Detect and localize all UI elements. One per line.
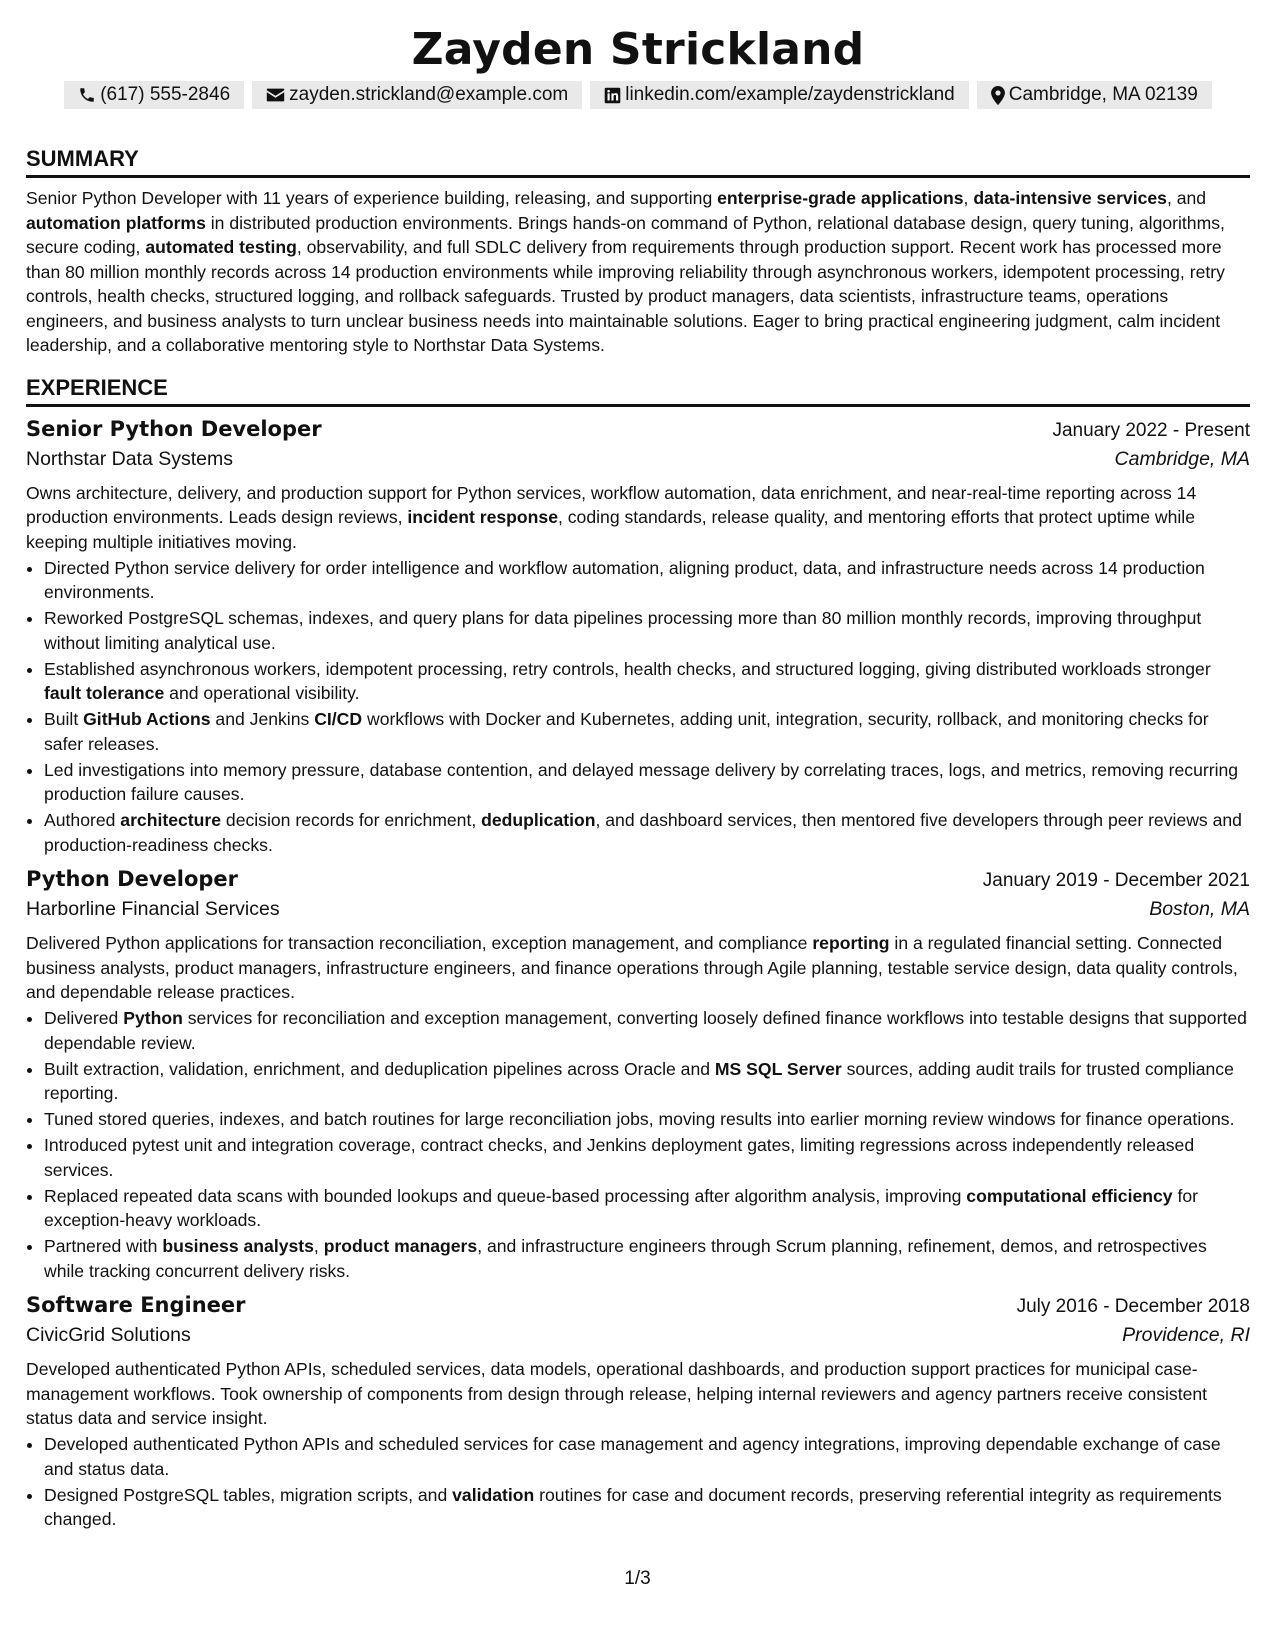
paragraph-text: Senior Python Developer with 11 years of experience building, releasing, and supporting [26,188,718,208]
bullet-item [44,1234,1250,1283]
bullet-text: sources, adding audit trails for trusted compliance reporting. [44,1058,1234,1103]
paragraph-text: Owns architecture, delivery, and production support for Python services, workflow automation, data enrichment, and near-real-time reporting across 14 production environments. Leads design reviews, [26,482,1197,527]
paragraph-bold-text: automation platforms [26,212,206,233]
candidate-name: Zayden Strickland [411,24,865,75]
bullet-text: Designed PostgreSQL tables, migration scripts, and [44,1484,453,1505]
job-location: Providence, RI [1122,1324,1250,1346]
bullet-item [44,657,1250,706]
bullet-text: Replaced repeated data scans with bounded lookups and queue-based processing after algorithm analysis, improving [44,1185,967,1206]
phone-icon [78,86,96,104]
bullet-item [44,1483,1250,1532]
phone-text: (617) 555-2846 [100,84,231,105]
bullet-text: workflows with Docker and Kubernetes, adding unit, integration, security, rollback, and monitoring checks for safer releases. [44,709,1209,754]
job-description [26,481,1250,555]
paragraph-text: , [963,188,974,208]
bullet-item [44,808,1250,857]
bullet-bold-text: CI/CD [314,709,363,729]
bullet-bold-text: business analysts [162,1236,314,1256]
bullet-text: and operational visibility. [164,683,360,703]
paragraph-bold-text: data-intensive services [973,188,1167,208]
bullet-item [44,1107,1250,1132]
bullet-text: Built [44,709,84,729]
bullet-text: Authored [44,810,121,830]
job-entry-0 [26,414,1250,858]
paragraph-text: , coding standards, release quality, and mentoring efforts that protect uptime while keeping multiple initiatives moving. [26,507,1195,552]
job-description [26,931,1250,1005]
bullet-item [44,606,1250,655]
paragraph-text: , and [1166,188,1207,208]
company-name: Northstar Data Systems [26,447,233,470]
bullet-text: and Jenkins [210,709,315,729]
bullet-bold-text: architecture [120,810,222,830]
bullet-bold-text: GitHub Actions [83,709,211,729]
paragraph-bold-text: incident response [407,507,558,527]
bullet-text: Reworked PostgreSQL schemas, indexes, and query plans for data pipelines processing more than 80 million monthly records, improving throughput without limiting analytical use. [44,608,1202,653]
paragraph-text: in a regulated financial setting. Connected business analysts, product managers, infrastructure engineers, and finance operations through Agile planning, testable service design, data quality controls, and dependable release practices. [26,933,1238,1002]
bullet-text: Built extraction, validation, enrichment, and deduplication pipelines across Oracle and [44,1058,715,1079]
bullet-text: Partnered with [44,1236,163,1256]
bullet-bold-text: Python [123,1008,183,1028]
bullet-item [44,1133,1250,1182]
page-number: 1/3 [624,1568,651,1589]
paragraph-text: Developed authenticated Python APIs, scheduled services, data models, operational dashboards, and production support practices for municipal case-management workflows. Took ownership of components from design through release, helping internal reviewers and agency partners receive consistent status data and service insight. [26,1359,1208,1428]
contact-email[interactable] [252,81,582,109]
bullet-text: routines for case and document records, preserving referential integrity as requirements changed. [44,1484,1222,1529]
job-title: Software Engineer [26,1293,246,1317]
bullet-text: decision records for enrichment, [221,810,482,830]
location-text: Cambridge, MA 02139 [1008,84,1198,105]
job-bullets [26,1432,1250,1532]
job-bullets [26,1006,1250,1283]
bullet-text: Delivered [44,1008,124,1028]
job-entry-2 [26,1290,1250,1532]
bullet-item [44,758,1250,807]
bullet-text: , and dashboard services, then mentored five developers through peer reviews and production-readiness checks. [44,810,1242,855]
paragraph-text: , observability, and full SDLC delivery from requirements through production support. Recent work has processed more than 80 million monthly records across 14 production environments while improving reliability through asynchronous workers, idempotent processing, retry controls, health checks, structured logging, and rollback safeguards. Trusted by product managers, data scientists, infrastructure teams, operations engineers, and business analysts to turn unclear business needs into maintainable solutions. Eager to bring practical engineering judgment, calm incident leadership, and a collaborative mentoring style to Northstar Data Systems. [26,237,1225,355]
bullet-bold-text: product managers [323,1236,478,1256]
map-marker-icon [991,86,1005,105]
bullet-item [44,1184,1250,1233]
company-name: CivicGrid Solutions [26,1324,191,1346]
bullet-text: Developed authenticated Python APIs and scheduled services for case management and agency integrations, improving dependable exchange of case and status data. [44,1434,1221,1479]
paragraph-bold-text: enterprise-grade applications [717,188,964,208]
bullet-bold-text: validation [452,1484,535,1505]
job-dates: January 2019 - December 2021 [982,870,1250,891]
bullet-text: Introduced pytest unit and integration coverage, contract checks, and Jenkins deployment gates, limiting regressions across independently released services. [44,1135,1195,1180]
contact-bar [26,81,1250,109]
linkedin-icon [604,87,621,104]
resume-page [26,0,1250,1532]
job-dates: January 2022 - Present [1052,419,1250,441]
job-title: Python Developer [26,867,239,891]
bullet-item [44,1057,1250,1106]
summary-heading: SUMMARY [26,146,1250,178]
paragraph-text: Delivered Python applications for transaction reconciliation, exception management, and compliance [26,933,813,953]
paragraph-bold-text: automated testing [145,237,297,257]
paragraph-text: in distributed production environments. Brings hands-on command of Python, relational database design, query tuning, algorithms, secure coding, [26,212,1225,257]
paragraph-bold-text: reporting [812,933,890,953]
contact-linkedin[interactable] [590,81,969,109]
bullet-bold-text: MS SQL Server [714,1058,842,1079]
bullet-item [44,1006,1250,1055]
email-text: zayden.strickland@example.com [289,84,569,105]
bullet-bold-text: computational efficiency [966,1185,1173,1206]
bullet-item [44,1432,1250,1481]
job-bullets [26,556,1250,858]
bullet-text: Tuned stored queries, indexes, and batch routines for large reconciliation jobs, moving results into earlier morning review windows for finance operations. [44,1109,1235,1129]
bullet-item [44,556,1250,605]
job-entry-1 [26,864,1250,1283]
bullet-text: Directed Python service delivery for order intelligence and workflow automation, aligning product, data, and infrastructure needs across 14 production environments. [44,557,1205,602]
contact-location [977,81,1212,109]
bullet-text: for exception-heavy workloads. [44,1185,1198,1230]
bullet-bold-text: fault tolerance [44,683,165,703]
bullet-bold-text: deduplication [481,810,596,830]
bullet-text: , [313,1236,324,1256]
job-title: Senior Python Developer [26,416,322,441]
company-name: Harborline Financial Services [26,898,280,920]
bullet-item [44,707,1250,756]
bullet-text: services for reconciliation and exception management, converting loosely defined finance workflows into testable designs that supported dependable review. [44,1008,1247,1053]
summary-text [26,186,1250,358]
bullet-text: Led investigations into memory pressure, database contention, and delayed message delivery by correlating traces, logs, and metrics, removing recurring production failure causes. [44,759,1239,804]
job-description [26,1357,1250,1431]
bullet-text: , and infrastructure engineers through Scrum planning, refinement, demos, and retrospectives while tracking concurrent delivery risks. [44,1236,1207,1281]
envelope-icon [266,87,285,103]
experience-heading: EXPERIENCE [26,375,1250,407]
contact-phone[interactable] [64,81,244,109]
bullet-text: Established asynchronous workers, idempotent processing, retry controls, health checks, and structured logging, giving distributed workloads stronger [44,658,1211,679]
job-location: Boston, MA [1149,898,1250,920]
job-dates: July 2016 - December 2018 [1016,1296,1250,1317]
job-location: Cambridge, MA [1114,447,1250,470]
linkedin-text: linkedin.com/example/zaydenstrickland [625,84,955,105]
